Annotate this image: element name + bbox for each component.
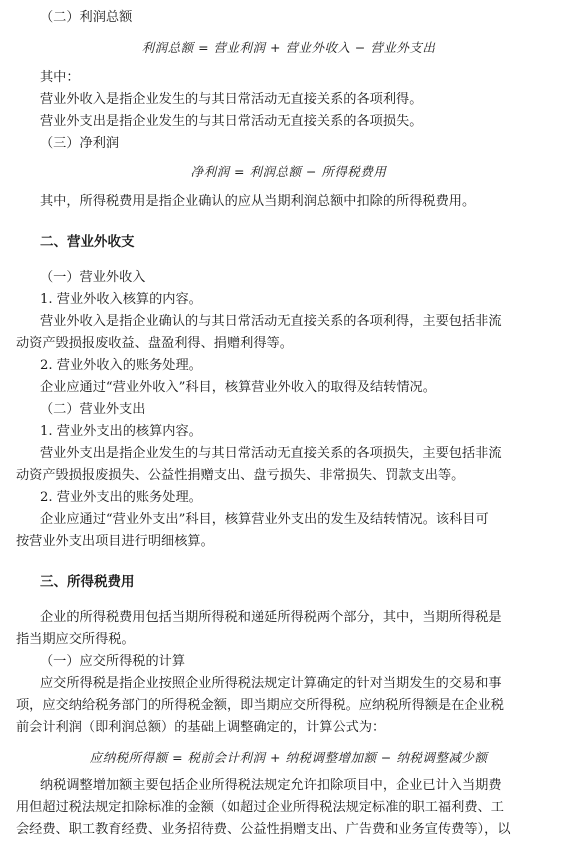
paragraph-line: 应交所得税是指企业按照企业所得税法规定计算确定的针对当期发生的交易和事 (40, 676, 502, 691)
paragraph-line: 动资产毁损报废收益、盘盈利得、捐赠利得等。 (16, 336, 293, 351)
paragraph-line: 营业外支出是指企业发生的与其日常活动无直接关系的各项损失，主要包括非流 (40, 446, 502, 461)
paragraph-line: 前会计利润（即利润总额）的基础上调整确定的，计算公式为： (16, 720, 386, 735)
section-heading-non-operating: 二、营业外收支 (40, 234, 135, 250)
numbered-item: 2. 营业外收入的账务处理。 (40, 358, 202, 373)
paragraph-line: 会经费、职工教育经费、业务招待费、公益性捐赠支出、广告费和业务宣传费等），以 (16, 822, 511, 837)
paragraph-line: 按营业外支出项目进行明细核算。 (16, 534, 214, 549)
paragraph-line: 其中，所得税费用是指企业确认的应从当期利润总额中扣除的所得税费用。 (40, 194, 476, 209)
subsection-title-total-profit: （二）利润总额 (40, 10, 133, 25)
subsection-title-net-profit: （三）净利润 (40, 136, 120, 151)
paragraph-line: 其中： (40, 70, 80, 85)
section-heading-income-tax: 三、所得税费用 (40, 574, 135, 590)
paragraph-line: 企业的所得税费用包括当期所得税和递延所得税两个部分，其中，当期所得税是 (40, 610, 502, 625)
paragraph-line: 指当期应交所得税。 (16, 632, 135, 647)
subsection-title: （二）营业外支出 (40, 402, 146, 417)
subsection-title: （一）营业外收入 (40, 270, 146, 285)
numbered-item: 1. 营业外支出的核算内容。 (40, 424, 202, 439)
paragraph-line: 企业应通过“营业外支出”科目，核算营业外支出的发生及结转情况。该科目可 (40, 512, 489, 527)
numbered-item: 2. 营业外支出的账务处理。 (40, 490, 202, 505)
paragraph-line: 项，应交纳给税务部门的所得税金额，即当期应交所得税。应纳税所得额是在企业税 (16, 698, 504, 713)
paragraph-line: 纳税调整增加额主要包括企业所得税法规定允许扣除项目中，企业已计入当期费 (40, 778, 502, 793)
numbered-item: 1. 营业外收入核算的内容。 (40, 292, 202, 307)
formula-total-profit: 利润总额 = 营业利润 + 营业外收入 − 营业外支出 (141, 40, 436, 55)
formula-taxable-income: 应纳税所得额 = 税前会计利润 + 纳税调整增加额 − 纳税调整减少额 (89, 750, 488, 765)
paragraph-line: 企业应通过“营业外收入”科目，核算营业外收入的取得及结转情况。 (40, 380, 436, 395)
paragraph-line: 动资产毁损报废损失、公益性捐赠支出、盘亏损失、非常损失、罚款支出等。 (16, 468, 465, 483)
formula-net-profit: 净利润 = 利润总额 − 所得税费用 (190, 164, 387, 179)
paragraph-line: 营业外收入是指企业确认的与其日常活动无直接关系的各项利得，主要包括非流 (40, 314, 502, 329)
paragraph-line: 营业外支出是指企业发生的与其日常活动无直接关系的各项损失。 (40, 114, 423, 129)
paragraph-line: 营业外收入是指企业发生的与其日常活动无直接关系的各项利得。 (40, 92, 423, 107)
subsection-title: （一）应交所得税的计算 (40, 654, 186, 669)
paragraph-line: 用但超过税法规定扣除标准的金额（如超过企业所得税法规定标准的职工福利费、工 (16, 800, 504, 815)
